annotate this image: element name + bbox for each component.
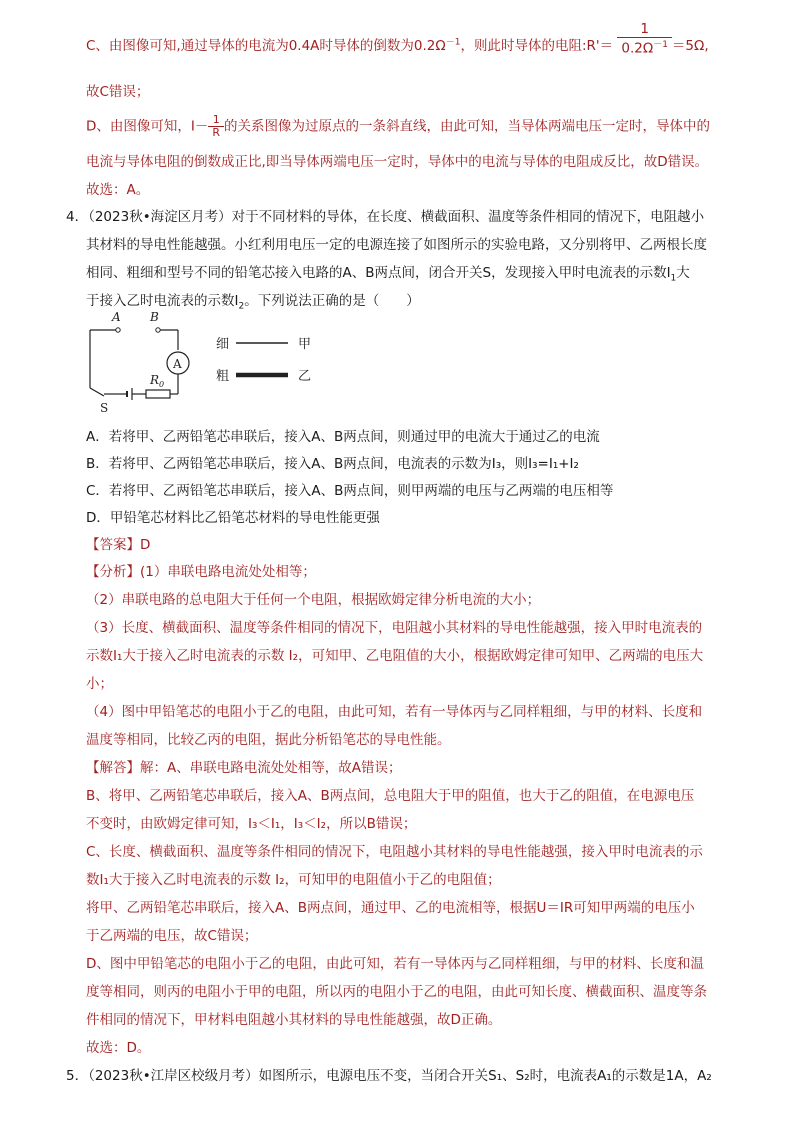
switch-lever [90, 388, 104, 396]
d-item-frac-num: 1 [208, 114, 224, 127]
analysis-text-0: (1）串联电路电流处处相等； [140, 564, 316, 580]
q4-analysis-line6: （4）图中甲铅笔芯的电阻小于乙的电阻，由此可知，若有一导体丙与乙同样粗细，与甲的材料、长度和 [86, 704, 703, 720]
c-item-sup: －1 [445, 37, 461, 48]
q4-stem-line1: 4．（2023秋•海淀区月考）对于不同材料的导体，在长度、横截面积、温度等条件相同的情况下，电阻越小 [66, 209, 705, 225]
c-item-frac-num: 1 [617, 22, 672, 38]
answer-tag: 【答案】 [86, 537, 140, 553]
d-item-text-a: D、由图像可知， [86, 118, 191, 135]
d-item-fraction [208, 114, 224, 139]
analysis-tag: 【分析】 [86, 564, 140, 580]
label-s: S [100, 401, 109, 415]
d-item-text-b: 的关系图像为过原点的一条斜直线，由此可知，当导体两端电压一定时，导体中的 [224, 118, 711, 135]
q4-solution-line3: 不变时，由欧姆定律可知，I₃＜I₁，I₃＜I₂，所以B错误； [86, 816, 417, 832]
label-jia: 甲 [298, 337, 312, 352]
q4-stem3-end: 大 [676, 265, 690, 281]
label-b: B [150, 310, 159, 324]
q4-solution-line5: 数I₁大于接入乙时电流表的示数 I₂，可知甲的电阻值小于乙的电阻值； [86, 872, 501, 888]
answer-value: D [140, 537, 151, 553]
q4-analysis-line4: 示数I₁大于接入乙时电流表的示数 I₂，可知甲、乙电阻值的大小，根据欧姆定律可知甲、乙两端的电压大 [86, 648, 704, 664]
label-a: A [112, 310, 121, 324]
q4-stem4-end: 。下列说法正确的是（ ） [244, 293, 420, 309]
q4-solution-line10: 件相同的情况下，甲材料电阻越小其材料的导电性能越强，故D正确。 [86, 1012, 502, 1028]
label-thin: 细 [216, 337, 230, 352]
c-item-frac-den-text: 0.2Ω [621, 40, 654, 57]
resistor-r0 [146, 390, 170, 398]
q4-stem4-sub: 2 [238, 301, 245, 312]
c-item-frac-den [617, 38, 672, 57]
label-r: R [150, 373, 160, 387]
ammeter-label: A [173, 357, 182, 371]
label-r0-sub: 0 [159, 380, 165, 389]
q4-option-b: B．若将甲、乙两铅笔芯串联后，接入A、B两点间，电流表的示数为I₃，则I₃=I₁+I₂ [86, 456, 579, 472]
solution-tag: 【解答】 [86, 760, 140, 776]
c-item-fraction [617, 22, 672, 57]
d-item-i-label: I－ [190, 118, 209, 135]
q4-stem3-text: 相同、粗细和型号不同的铅笔芯接入电路的A、B两点间，闭合开关S，发现接入甲时电流表的示数I [86, 265, 671, 281]
solution-text-0: 解：A、串联电路电流处处相等，故A错误； [140, 760, 402, 776]
label-r0 [149, 373, 164, 389]
q4-solution-line7: 于乙两端的电压，故C错误； [86, 928, 258, 944]
terminal-b [156, 328, 160, 332]
c-item-text-c: ＝5Ω, [671, 38, 709, 54]
q4-option-c: C．若将甲、乙两铅笔芯串联后，接入A、B两点间，则甲两端的电压与乙两端的电压相等 [86, 483, 614, 499]
q4-analysis-line3: （3）长度、横截面积、温度等条件相同的情况下，电阻越小其材料的导电性能越强，接入甲时电流表的 [86, 620, 703, 636]
q5-stem-line1: 5．（2023秋•江岸区校级月考）如图所示，电源电压不变，当闭合开关S₁、S₂时，电流表A₁的示数是1A，A₂ [66, 1068, 712, 1084]
circuit-diagram [80, 308, 340, 416]
q4-solution-line6: 将甲、乙两铅笔芯串联后，接入A、B两点间，通过甲、乙的电流相等，根据U＝IR可知甲两端的电压小 [86, 900, 695, 916]
q4-solution-line11: 故选：D。 [86, 1040, 151, 1056]
d-item-line1 [86, 114, 710, 139]
terminal-a [116, 328, 120, 332]
q4-analysis-line5: 小； [86, 676, 113, 692]
d-item-line2: 电流与导体电阻的倒数成正比,即当导体两端电压一定时，导体中的电流与导体的电阻成反比，故D错误。 [86, 154, 709, 170]
q4-stem4-text: 于接入乙时电流表的示数I [86, 293, 239, 309]
c-item-text-b: ，则此时导体的电阻:R'＝ [460, 38, 614, 54]
d-item-frac-den: R [212, 126, 221, 139]
c-item-line1 [86, 20, 709, 57]
label-yi: 乙 [298, 369, 312, 384]
q4-stem-line2: 其材料的导电性能越强。小红利用电压一定的电源连接了如图所示的实验电路，又分别将甲、乙两根长度 [86, 237, 707, 253]
c-item-line2: 故C错误； [86, 84, 150, 100]
q4-option-d: D．甲铅笔芯材料比乙铅笔芯材料的导电性能更强 [86, 510, 380, 526]
q4-stem-line3 [86, 261, 690, 284]
q4-analysis-line1 [86, 560, 316, 580]
q4-analysis-line7: 温度等相同，比较乙丙的电阻，据此分析铅笔芯的导电性能。 [86, 732, 451, 748]
q4-stem3-sub: 1 [670, 273, 677, 284]
c-item-text-a: C、由图像可知,通过导体的电流为0.4A时导体的倒数为0.2Ω [86, 38, 446, 54]
q4-analysis-line2: （2）串联电路的总电阻大于任何一个电阻，根据欧姆定律分析电流的大小； [86, 592, 541, 608]
c-item-frac-den-sup: －1 [653, 39, 668, 50]
q4-solution-line2: B、将甲、乙两铅笔芯串联后，接入A、B两点间，总电阻大于甲的阻值，也大于乙的阻值，在电源电压 [86, 788, 695, 804]
q4-solution-line9: 度等相同，则丙的电阻小于甲的电阻，所以丙的电阻小于乙的电阻，由此可知长度、横截面积、温度等条 [86, 984, 707, 1000]
q4-option-a: A．若将甲、乙两铅笔芯串联后，接入A、B两点间，则通过甲的电流大于通过乙的电流 [86, 429, 600, 445]
d-item-line3: 故选：A。 [86, 182, 150, 198]
q4-answer [86, 533, 150, 553]
q4-solution-line1 [86, 756, 401, 776]
q4-solution-line8: D、图中甲铅笔芯的电阻小于乙的电阻，由此可知，若有一导体丙与乙同样粗细，与甲的材料、长度和温 [86, 956, 704, 972]
label-thick: 粗 [216, 369, 230, 384]
q4-solution-line4: C、长度、横截面积、温度等条件相同的情况下，电阻越小其材料的导电性能越强，接入甲时电流表的示 [86, 844, 703, 860]
